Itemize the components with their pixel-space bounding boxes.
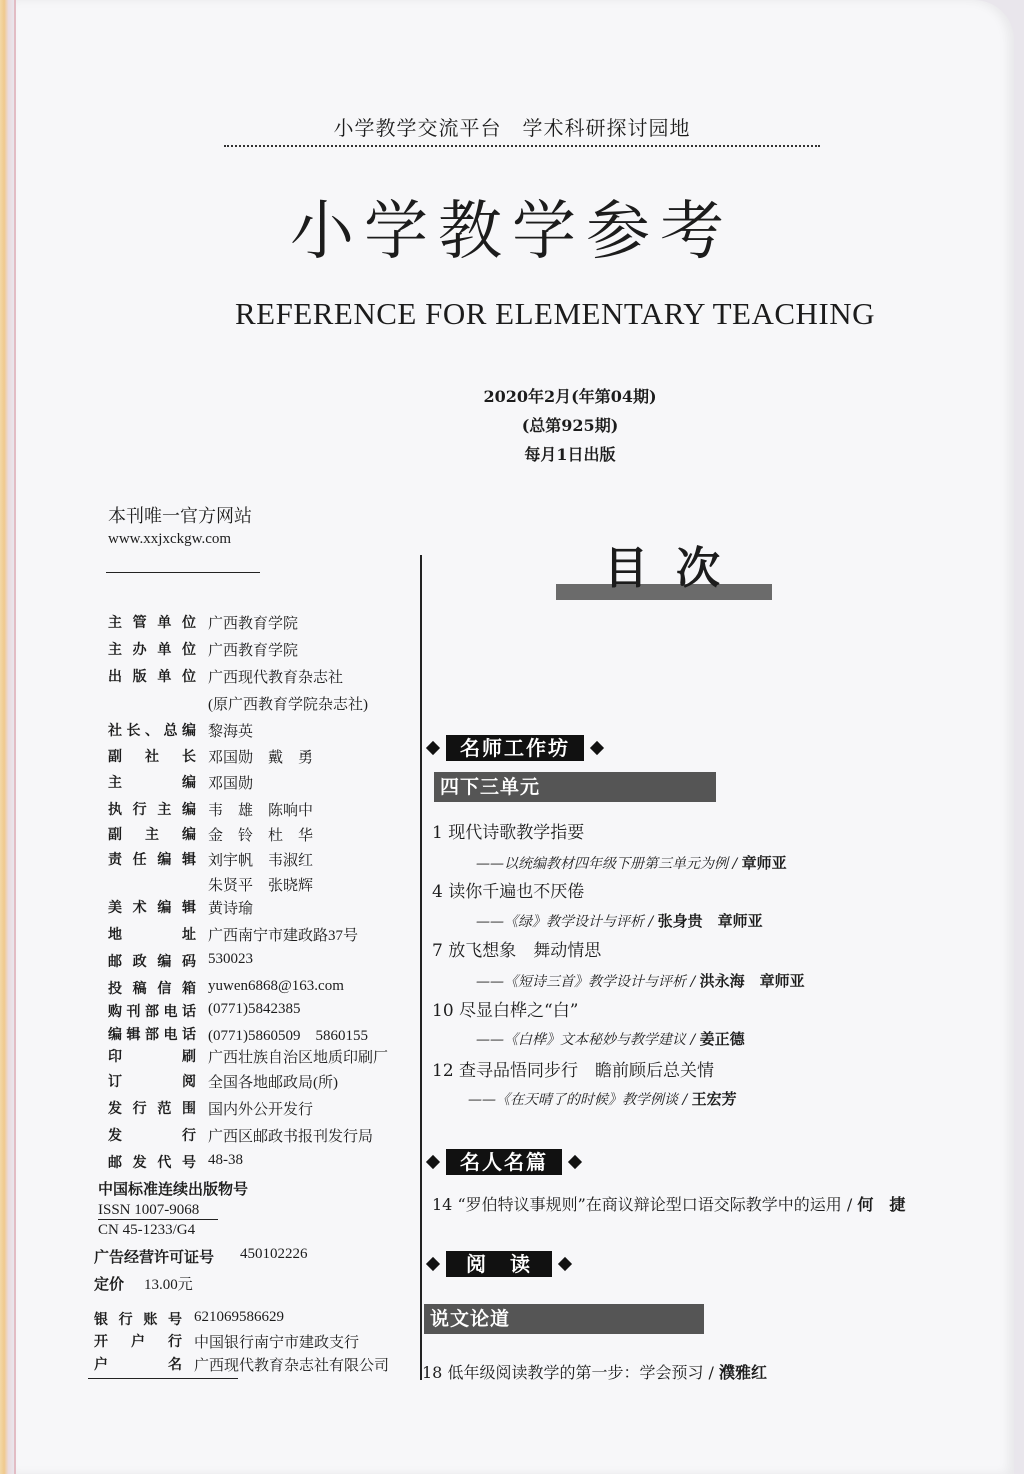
toc-entry-sub: ——《在天晴了的时候》教学例谈 / 王宏芳 <box>468 1090 737 1108</box>
cn-number: CN 45-1233/G4 <box>98 1222 196 1238</box>
ad-license-label: 广告经营许可证号 <box>94 1248 215 1266</box>
info-row: 编辑部电话 (0771)5860509 5860155 <box>108 1027 368 1044</box>
toc-entry-title[interactable]: 14 “罗伯特议事规则”在商议辩论型口语交际教学中的运用 / 何 捷 <box>432 1195 906 1214</box>
section-header: 名人名篇 <box>428 1148 580 1176</box>
info-row: 朱贤平 张晓辉 <box>208 878 314 894</box>
diamond-icon <box>426 741 440 755</box>
diamond-icon <box>426 1155 440 1169</box>
diamond-icon <box>590 741 604 755</box>
info-row: 出版单位 广西现代教育杂志社 <box>108 669 344 686</box>
info-row: 印刷 广西壮族自治区地质印刷厂 <box>108 1049 389 1066</box>
divider <box>88 1378 238 1379</box>
magazine-title-en: REFERENCE FOR ELEMENTARY TEACHING <box>234 296 876 331</box>
toc-heading: 目次 <box>556 530 772 600</box>
toc-entry-title[interactable]: 1 现代诗歌教学指要 <box>432 823 585 843</box>
info-row: 订阅 全国各地邮政局(所) <box>108 1074 338 1091</box>
info-row: 责任编辑 刘宇帆 韦淑红 <box>108 852 314 869</box>
info-row: 主管单位 广西教育学院 <box>108 615 299 632</box>
bank-row: 开户行 中国银行南宁市建政支行 <box>94 1334 360 1351</box>
info-row: 地址 广西南宁市建政路37号 <box>108 927 359 944</box>
bank-row: 户名 广西现代教育杂志社有限公司 <box>94 1357 390 1374</box>
info-row: 投稿信箱 yuwen6868@163.com <box>108 978 344 997</box>
diamond-icon <box>426 1257 440 1271</box>
info-row: 发行范围 国内外公开发行 <box>108 1101 314 1118</box>
info-row: 副社长 邓国勋 戴 勇 <box>108 749 314 766</box>
website-label: 本刊唯一官方网站 <box>108 506 252 527</box>
website-url[interactable]: www.xxjxckgw.com <box>108 531 232 547</box>
info-row: 主办单位 广西教育学院 <box>108 642 299 659</box>
info-row: 邮政编码 530023 <box>108 951 253 970</box>
slogan: 小学教学交流平台 学术科研探讨园地 <box>333 116 691 140</box>
diamond-icon <box>568 1155 582 1169</box>
toc-entry-title[interactable]: 12 查寻品悟同步行 瞻前顾后总关情 <box>432 1061 715 1081</box>
toc-entry-title[interactable]: 4 读你千遍也不厌倦 <box>432 882 585 902</box>
bank-row: 银行账号 621069586629 <box>94 1309 284 1328</box>
toc-entry-title[interactable]: 10 尽显白桦之“白” <box>432 1001 579 1021</box>
info-row: 执行主编 韦 雄 陈响中 <box>108 802 314 819</box>
diamond-icon <box>558 1257 572 1271</box>
info-row: 邮发代号 48-38 <box>108 1152 243 1171</box>
column-divider <box>420 555 422 1380</box>
serial-label: 中国标准连续出版物号 <box>98 1180 249 1198</box>
subsection-bar: 四下三单元 <box>434 772 716 802</box>
issue-total: (总第925期) <box>521 416 619 435</box>
toc-entry-sub: ——《短诗三首》教学设计与评析 / 洪永海 章师亚 <box>476 972 805 990</box>
toc-entry-sub: ——以统编教材四年级下册第三单元为例 / 章师亚 <box>476 854 787 872</box>
info-row: 发行 广西区邮政书报刊发行局 <box>108 1128 374 1145</box>
info-row: 主编 邓国勋 <box>108 775 254 792</box>
section-header: 名师工作坊 <box>428 734 602 762</box>
section-header: 阅 读 <box>428 1250 570 1278</box>
toc-entry-title[interactable]: 18 低年级阅读教学的第一步：学会预习 / 濮雅红 <box>422 1363 768 1382</box>
info-row: 购刊部电话 (0771)5842385 <box>108 1001 301 1020</box>
price-value: 13.00元 <box>144 1277 193 1293</box>
issue-date: 2020年2月(年第04期) <box>483 387 657 406</box>
toc-entry-sub: ——《绿》教学设计与评析 / 张身贵 章师亚 <box>476 912 763 930</box>
toc-entry-title[interactable]: 7 放飞想象 舞动情思 <box>432 941 602 961</box>
toc-entry-sub: ——《白桦》文本秘妙与教学建议 / 姜正德 <box>476 1030 745 1048</box>
magazine-title-cn: 小学教学参考 <box>290 195 734 269</box>
info-row: 社长、总编 黎海英 <box>108 723 254 740</box>
divider <box>106 572 260 573</box>
subsection-bar: 说文论道 <box>424 1304 704 1334</box>
dotted-divider <box>224 145 820 147</box>
ad-license-number: 450102226 <box>240 1246 308 1262</box>
issn: ISSN 1007-9068 <box>98 1202 218 1220</box>
info-row: (原广西教育学院杂志社) <box>208 697 368 713</box>
publish-schedule: 每月1日出版 <box>524 445 616 464</box>
info-row: 副主编 金 铃 杜 华 <box>108 827 314 844</box>
price-label: 定价 <box>94 1275 125 1293</box>
info-row: 美术编辑 黄诗瑜 <box>108 900 254 917</box>
